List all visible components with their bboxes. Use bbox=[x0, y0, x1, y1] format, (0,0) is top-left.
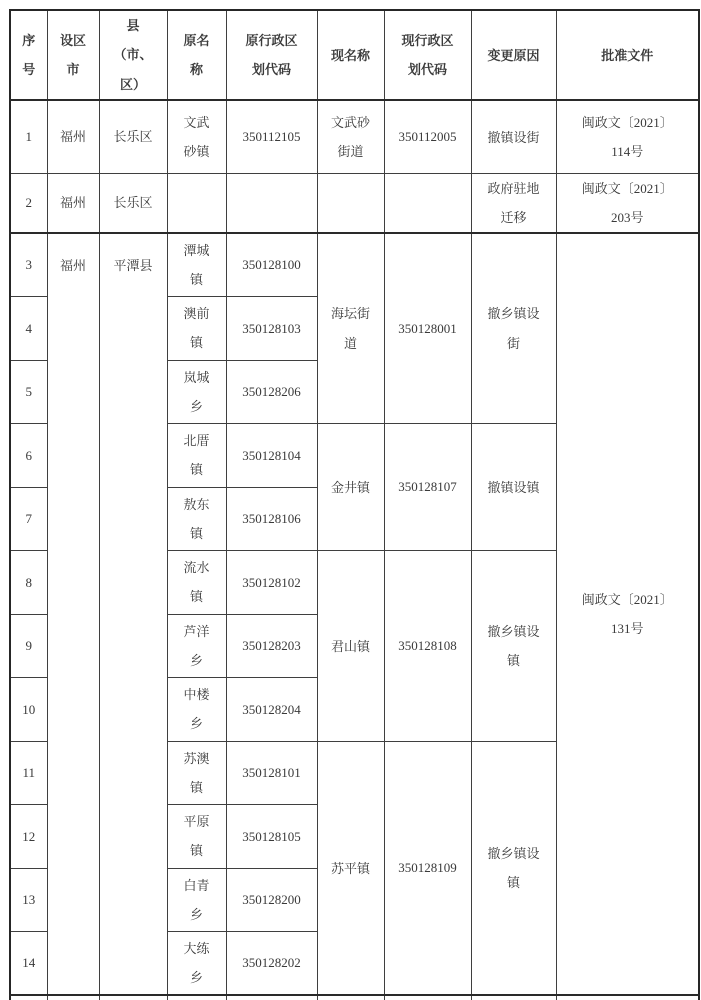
cell-serial: 8 bbox=[10, 551, 47, 615]
cell-old-code bbox=[226, 995, 317, 1000]
cell-reason: 撤乡镇设街 bbox=[471, 233, 556, 424]
header-new-name: 现名称 bbox=[317, 10, 384, 100]
cell-new-name: 文武砂街道 bbox=[317, 100, 384, 173]
cell-old-name: 流水镇 bbox=[167, 551, 226, 615]
header-approval-doc: 批准文件 bbox=[556, 10, 699, 100]
cell-reason: 撤镇设镇 bbox=[471, 424, 556, 551]
cell-new-code: 350128107 bbox=[384, 424, 471, 551]
cell-new-code bbox=[384, 995, 471, 1000]
cell-reason: 撤镇设街 bbox=[471, 100, 556, 173]
cell-new-name: 苏平镇 bbox=[317, 741, 384, 995]
table-row bbox=[10, 233, 699, 297]
cell-serial: 11 bbox=[10, 741, 47, 805]
cell-new-name: 君山镇 bbox=[317, 551, 384, 742]
cell-serial: 2 bbox=[10, 173, 47, 233]
cell-approval-doc: 闽政文〔2021〕203号 bbox=[556, 173, 699, 233]
cell-new-code: 350128001 bbox=[384, 233, 471, 424]
cell-old-code: 350128204 bbox=[226, 678, 317, 742]
cell-serial: 1 bbox=[10, 100, 47, 173]
cell-old-code: 350128106 bbox=[226, 487, 317, 551]
header-old-name: 原名称 bbox=[167, 10, 226, 100]
cell-approval-doc: 闽政文〔2021〕131号 bbox=[556, 233, 699, 995]
cell-old-code: 350128105 bbox=[226, 805, 317, 869]
cell-serial: 3 bbox=[10, 233, 47, 297]
cell-approval-doc: 闽政文〔2021〕114号 bbox=[556, 100, 699, 173]
cell-old-code: 350128102 bbox=[226, 551, 317, 615]
cell-new-name bbox=[317, 995, 384, 1000]
cell-new-name: 海坛街道 bbox=[317, 233, 384, 424]
cell-county: 长乐区 bbox=[99, 173, 167, 233]
cell-old-name: 中楼乡 bbox=[167, 678, 226, 742]
cell-serial: 4 bbox=[10, 297, 47, 361]
cell-serial: 10 bbox=[10, 678, 47, 742]
cell-reason: 政府驻地迁移 bbox=[471, 173, 556, 233]
cell-county: 平潭县 bbox=[99, 233, 167, 995]
cell-city: 福州 bbox=[47, 233, 99, 995]
table-header-row bbox=[10, 10, 699, 100]
cell-new-code: 350128108 bbox=[384, 551, 471, 742]
header-serial: 序号 bbox=[10, 10, 47, 100]
table-row bbox=[10, 100, 699, 173]
cell-reason bbox=[471, 995, 556, 1000]
cell-old-name: 芦洋乡 bbox=[167, 614, 226, 678]
cell-serial: 6 bbox=[10, 424, 47, 488]
cell-old-code: 350128104 bbox=[226, 424, 317, 488]
cell-old-name: 苏澳镇 bbox=[167, 741, 226, 805]
cell-old-code: 350128101 bbox=[226, 741, 317, 805]
cell-serial: 9 bbox=[10, 614, 47, 678]
cell-serial: 14 bbox=[10, 932, 47, 996]
header-new-code: 现行政区划代码 bbox=[384, 10, 471, 100]
cell-old-code: 350128100 bbox=[226, 233, 317, 297]
cell-approval-doc bbox=[556, 995, 699, 1000]
cell-city: 福州 bbox=[47, 100, 99, 173]
header-city: 设区市 bbox=[47, 10, 99, 100]
cell-serial bbox=[10, 995, 47, 1000]
cell-new-name bbox=[317, 173, 384, 233]
cell-new-code: 350128109 bbox=[384, 741, 471, 995]
cell-serial: 12 bbox=[10, 805, 47, 869]
cell-old-code: 350128103 bbox=[226, 297, 317, 361]
cell-serial: 5 bbox=[10, 360, 47, 424]
cell-old-code: 350128200 bbox=[226, 868, 317, 932]
cell-old-name: 岚城乡 bbox=[167, 360, 226, 424]
cell-old-name: 敖东镇 bbox=[167, 487, 226, 551]
cell-old-name: 文武砂镇 bbox=[167, 100, 226, 173]
cell-old-name bbox=[167, 995, 226, 1000]
cell-county: 长乐区 bbox=[99, 100, 167, 173]
cell-old-name bbox=[167, 173, 226, 233]
cell-old-code: 350128203 bbox=[226, 614, 317, 678]
cell-county bbox=[99, 995, 167, 1000]
cell-reason: 撤乡镇设镇 bbox=[471, 551, 556, 742]
cell-new-code bbox=[384, 173, 471, 233]
cell-old-name: 大练乡 bbox=[167, 932, 226, 996]
cell-old-name: 白青乡 bbox=[167, 868, 226, 932]
admin-division-change-table bbox=[9, 9, 700, 1000]
cell-old-code bbox=[226, 173, 317, 233]
cell-city: 福州 bbox=[47, 173, 99, 233]
cell-old-name: 澳前镇 bbox=[167, 297, 226, 361]
cell-old-code: 350112105 bbox=[226, 100, 317, 173]
cell-old-name: 北厝镇 bbox=[167, 424, 226, 488]
cell-city bbox=[47, 995, 99, 1000]
cell-old-code: 350128206 bbox=[226, 360, 317, 424]
header-old-code: 原行政区划代码 bbox=[226, 10, 317, 100]
table-row bbox=[10, 995, 699, 1000]
cell-reason: 撤乡镇设镇 bbox=[471, 741, 556, 995]
table-row bbox=[10, 173, 699, 233]
cell-serial: 13 bbox=[10, 868, 47, 932]
header-reason: 变更原因 bbox=[471, 10, 556, 100]
cell-old-name: 潭城镇 bbox=[167, 233, 226, 297]
cell-serial: 7 bbox=[10, 487, 47, 551]
header-county: 县（市、区） bbox=[99, 10, 167, 100]
cell-new-name: 金井镇 bbox=[317, 424, 384, 551]
cell-old-name: 平原镇 bbox=[167, 805, 226, 869]
cell-new-code: 350112005 bbox=[384, 100, 471, 173]
cell-old-code: 350128202 bbox=[226, 932, 317, 996]
